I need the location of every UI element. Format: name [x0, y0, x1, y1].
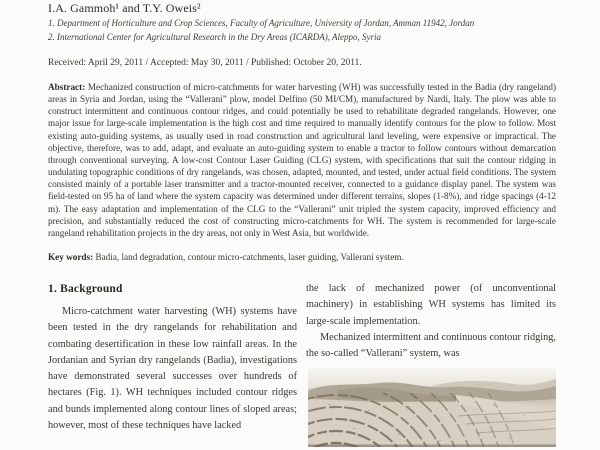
author-line: I.A. Gammoh¹ and T.Y. Oweis² — [48, 1, 201, 15]
affiliation-1: 1. Department of Horticulture and Crop Sciences, Faculty of Agriculture, University of Jordan, Amman 11942, Jordan — [48, 18, 475, 28]
right-column-paragraph-2: Mechanized intermittent and continuous contour ridging, the so-called “Vallerani” system, was — [306, 331, 556, 360]
right-column — [306, 281, 556, 447]
keywords-label: Key words: — [48, 252, 94, 262]
keywords-text: Badia, land degradation, contour micro-catchments, laser guiding, Vallerani system. — [95, 252, 404, 262]
dates-line: Received: April 29, 2011 / Accepted: May 30, 2011 / Published: October 20, 2011. — [48, 58, 362, 68]
left-column — [48, 283, 297, 434]
abstract — [48, 81, 556, 239]
abstract-label: Abstract: — [48, 82, 86, 92]
keywords — [48, 252, 556, 262]
affiliation-2: 2. International Center for Agricultural Research in the Dry Areas (ICARDA), Aleppo, Syria — [48, 32, 382, 42]
abstract-text: Mechanized construction of micro-catchments for water harvesting (WH) was successfully tested in the Badia (dry rangeland) areas in Syria and Jordan, using the “Vallerani” plow, model Delfino (50 MI/CM), manufactured by Nardi, Italy. The plow was able to construct intermittent and continuous contour ridges, and could potentially be used to rehabilitate degraded rangelands. However, one major issue for large-scale implementation is the high cost and time required to manually identify contours for the plow to follow. Most existing auto-guiding systems, as usually used in road construction and agricultural land leveling, were expensive or impractical. The objective, therefore, was to add, adapt, and evaluate an auto-guiding system to enable a tractor to follow contours without demarcation through conventional surveying. A low-cost Contour Laser Guiding (CLG) system, with specifications that suit the contour ridging in undulating topographic conditions of dry rangelands, was chosen, adapted, mounted, and tested, under actual field conditions. The system consisted mainly of a portable laser transmitter and a tractor-mounted receiver, connected to a guidance display panel. The system was field-tested on 95 ha of land where the system capacity was determined under different terrains, slopes (1-8%), and ridge spacings (4-12 m). The easy adaptation and implementation of the CLG to the “Vallerani” unit tripled the system capacity, improved efficiency and precision, and substantially reduced the cost of constructing micro-catchments for WH. The system is recommended for large-scale rangeland rehabilitation projects in the dry areas, not only in West Asia, but worldwide. — [48, 82, 556, 238]
left-column-paragraph: Micro-catchment water harvesting (WH) systems have been tested in the dry rangelands for rehabilitation and combating desertification in these low rainfall areas. In the Jordanian and Syrian dry rangelands (Badia), investigations have demonstrated several successes over hundreds of hectares (Fig. 1). WH techniques included contour ridges and bunds implemented along contour lines of sloped areas; however, most of these techniques have lacked — [48, 306, 297, 432]
section-heading: 1. Background — [48, 283, 123, 295]
contour-ridges-photo-graphic — [308, 368, 556, 447]
figure-contour-ridges-photo — [308, 368, 556, 447]
right-column-paragraph-1: the lack of mechanized power (of unconventional machinery) in establishing WH systems has limited its large-scale implementation. — [306, 283, 556, 327]
